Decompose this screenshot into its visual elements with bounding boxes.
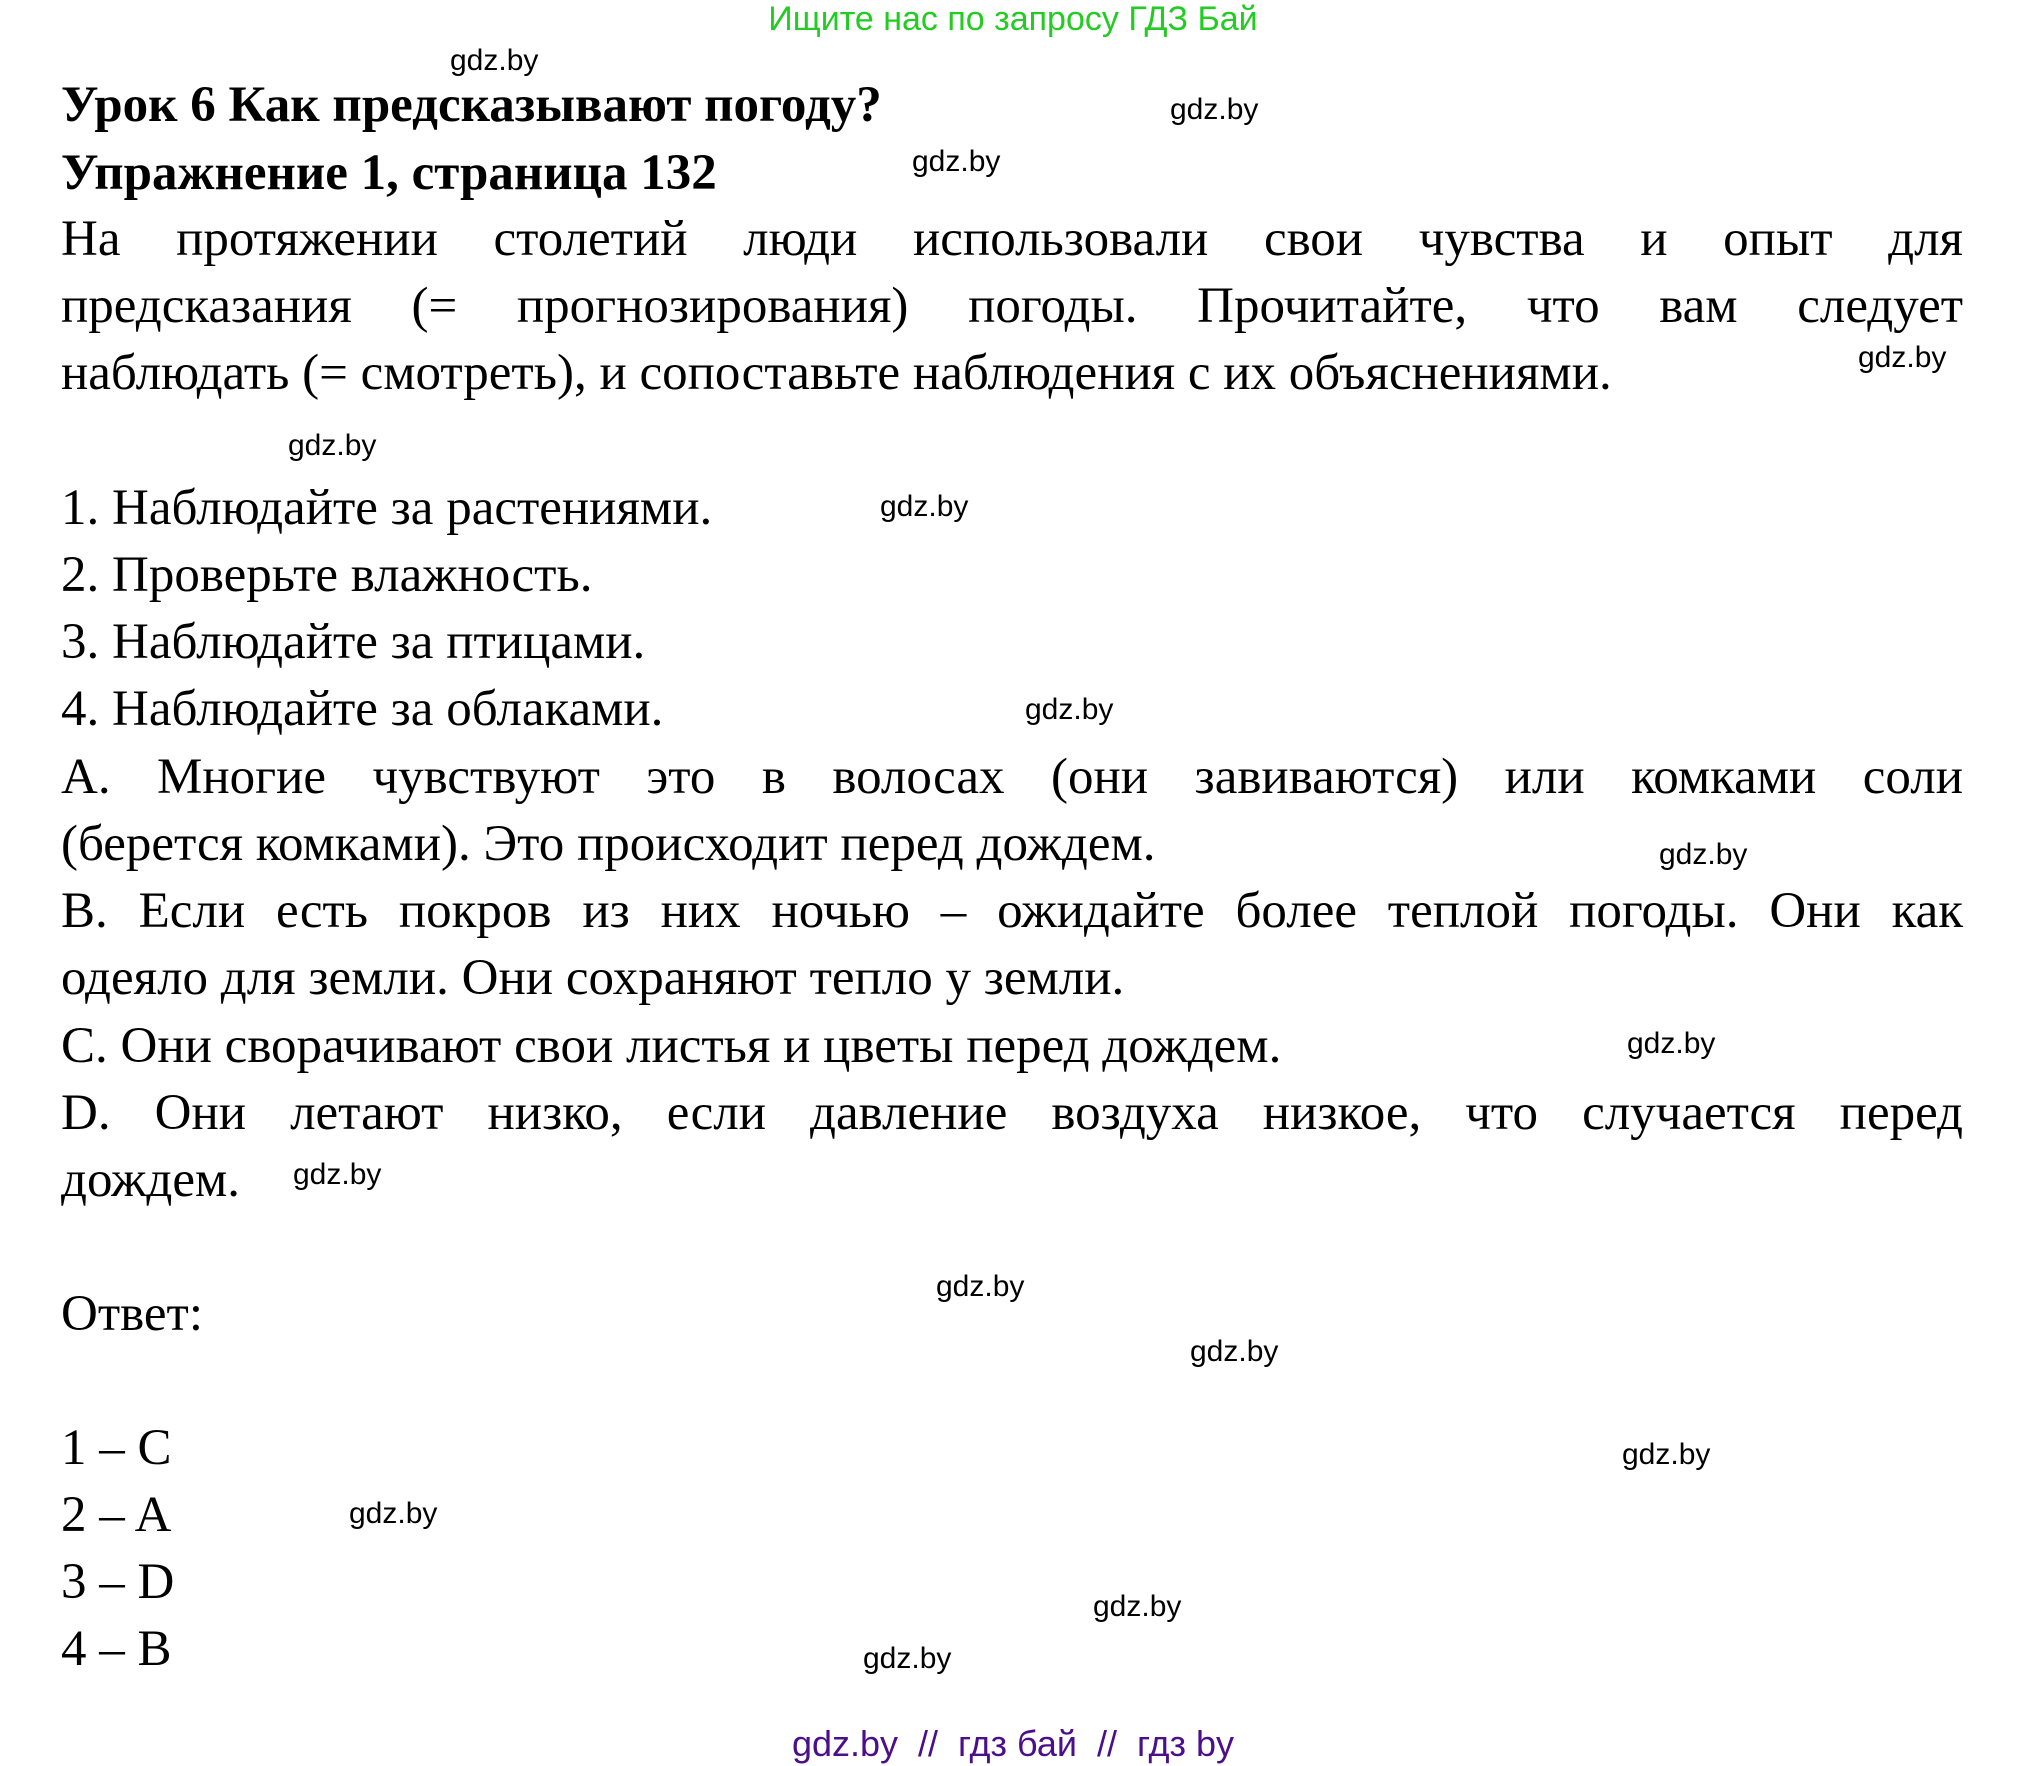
watermark: gdz.by bbox=[1190, 1335, 1279, 1368]
watermark: gdz.by bbox=[288, 429, 377, 462]
watermark: gdz.by bbox=[912, 145, 1001, 178]
watermark: gdz.by bbox=[1093, 1590, 1182, 1623]
explanation-line: D. Они летают низко, если давление воздуха низкое, что случается перед bbox=[61, 1085, 1963, 1141]
search-banner[interactable]: Ищите нас по запросу ГДЗ Бай bbox=[768, 0, 1258, 38]
watermark: gdz.by bbox=[1170, 93, 1259, 126]
watermark: gdz.by bbox=[1025, 693, 1114, 726]
exercise-title: Упражнение 1, страница 132 bbox=[61, 145, 717, 201]
footer-links[interactable]: gdz.by // гдз бай // гдз by bbox=[791, 1723, 1235, 1764]
answer-item: 3 – D bbox=[61, 1554, 175, 1610]
intro-line: наблюдать (= смотреть), и сопоставьте наблюдения с их объяснениями. bbox=[61, 345, 1612, 401]
intro-line: предсказания (= прогнозирования) погоды. Прочитайте, что вам следует bbox=[61, 278, 1963, 334]
answer-label: Ответ: bbox=[61, 1286, 203, 1342]
explanation-line: A. Многие чувствуют это в волосах (они завиваются) или комками соли bbox=[61, 749, 1963, 805]
answer-item: 1 – C bbox=[61, 1420, 172, 1476]
watermark: gdz.by bbox=[880, 490, 969, 523]
list-item: 3. Наблюдайте за птицами. bbox=[61, 614, 646, 670]
explanation-line: B. Если есть покров из них ночью – ожидайте более теплой погоды. Они как bbox=[61, 883, 1963, 939]
watermark: gdz.by bbox=[1622, 1438, 1711, 1471]
answer-item: 4 – B bbox=[61, 1621, 172, 1677]
watermark: gdz.by bbox=[293, 1158, 382, 1191]
watermark: gdz.by bbox=[349, 1497, 438, 1530]
watermark: gdz.by bbox=[450, 44, 539, 77]
explanation-line: C. Они сворачивают свои листья и цветы перед дождем. bbox=[61, 1018, 1282, 1074]
watermark: gdz.by bbox=[1627, 1027, 1716, 1060]
answer-item: 2 – A bbox=[61, 1487, 172, 1543]
explanation-line: одеяло для земли. Они сохраняют тепло у земли. bbox=[61, 950, 1125, 1006]
watermark: gdz.by bbox=[863, 1642, 952, 1675]
explanation-line: (берется комками). Это происходит перед дождем. bbox=[61, 816, 1156, 872]
list-item: 4. Наблюдайте за облаками. bbox=[61, 681, 664, 737]
lesson-title: Урок 6 Как предсказывают погоду? bbox=[61, 77, 882, 133]
explanation-line: дождем. bbox=[61, 1152, 241, 1208]
watermark: gdz.by bbox=[1659, 838, 1748, 871]
intro-line: На протяжении столетий люди использовали свои чувства и опыт для bbox=[61, 211, 1963, 267]
list-item: 2. Проверьте влажность. bbox=[61, 547, 593, 603]
watermark: gdz.by bbox=[1858, 341, 1947, 374]
watermark: gdz.by bbox=[936, 1270, 1025, 1303]
list-item: 1. Наблюдайте за растениями. bbox=[61, 480, 713, 536]
